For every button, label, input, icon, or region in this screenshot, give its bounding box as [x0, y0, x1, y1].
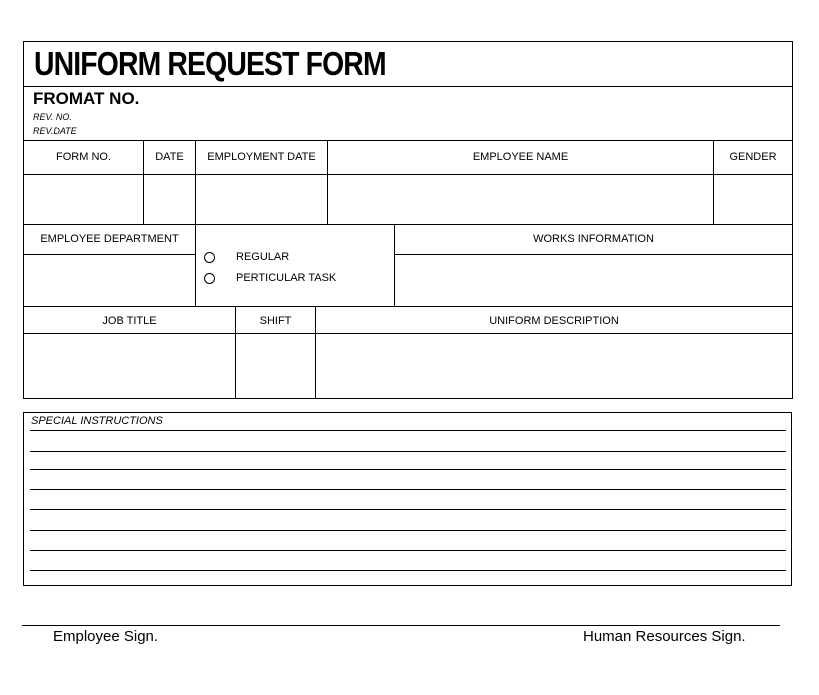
header-form-no: FORM NO. — [56, 151, 111, 163]
writing-line — [30, 550, 786, 551]
form-title: UNIFORM REQUEST FORM — [34, 45, 386, 82]
works-information-field[interactable] — [395, 255, 792, 305]
divider — [24, 306, 792, 307]
writing-line — [30, 469, 786, 470]
header-uniform-description: UNIFORM DESCRIPTION — [489, 315, 619, 327]
special-instructions-label: SPECIAL INSTRUCTIONS — [31, 415, 163, 427]
option-particular-label: PERTICULAR TASK — [236, 272, 337, 284]
employee-department-field[interactable] — [24, 255, 195, 305]
employment-date-field[interactable] — [196, 175, 327, 223]
writing-line — [30, 509, 786, 510]
divider — [327, 141, 328, 224]
header-employee-name: EMPLOYEE NAME — [472, 151, 569, 163]
header-shift: SHIFT — [259, 315, 292, 327]
job-title-field[interactable] — [24, 334, 235, 398]
divider — [24, 86, 792, 87]
divider — [195, 141, 196, 224]
format-no-label: FROMAT NO. — [33, 89, 140, 108]
form-no-field[interactable] — [24, 175, 143, 223]
option-particular-task[interactable] — [204, 272, 336, 284]
hr-signature-label: Human Resources Sign. — [583, 628, 746, 645]
divider — [713, 141, 714, 224]
divider — [143, 141, 144, 224]
employee-signature-label: Employee Sign. — [53, 628, 159, 645]
header-gender: GENDER — [729, 151, 777, 163]
header-date: DATE — [155, 151, 184, 163]
uniform-description-field[interactable] — [316, 334, 792, 398]
signature-line — [22, 625, 780, 626]
header-works-information: WORKS INFORMATION — [533, 233, 654, 245]
writing-line — [30, 530, 786, 531]
uniform-request-form — [23, 41, 793, 399]
header-employment-date: EMPLOYMENT DATE — [207, 151, 316, 163]
radio-particular-task[interactable] — [204, 273, 215, 284]
writing-line — [30, 570, 786, 571]
writing-line — [30, 451, 786, 452]
radio-regular[interactable] — [204, 252, 215, 263]
divider — [195, 224, 196, 306]
header-employee-department: EMPLOYEE DEPARTMENT — [40, 233, 179, 245]
gender-field[interactable] — [714, 175, 792, 223]
employee-name-field[interactable] — [328, 175, 713, 223]
option-regular-label: REGULAR — [236, 251, 290, 263]
writing-line — [30, 430, 786, 431]
header-job-title: JOB TITLE — [102, 315, 157, 327]
shift-field[interactable] — [236, 334, 315, 398]
divider — [24, 224, 792, 225]
special-instructions-box[interactable] — [23, 412, 792, 586]
date-field[interactable] — [144, 175, 195, 223]
option-regular[interactable] — [204, 251, 289, 263]
writing-line — [30, 489, 786, 490]
rev-date-label: REV.DATE — [33, 126, 77, 136]
rev-no-label: REV. NO. — [33, 112, 72, 122]
